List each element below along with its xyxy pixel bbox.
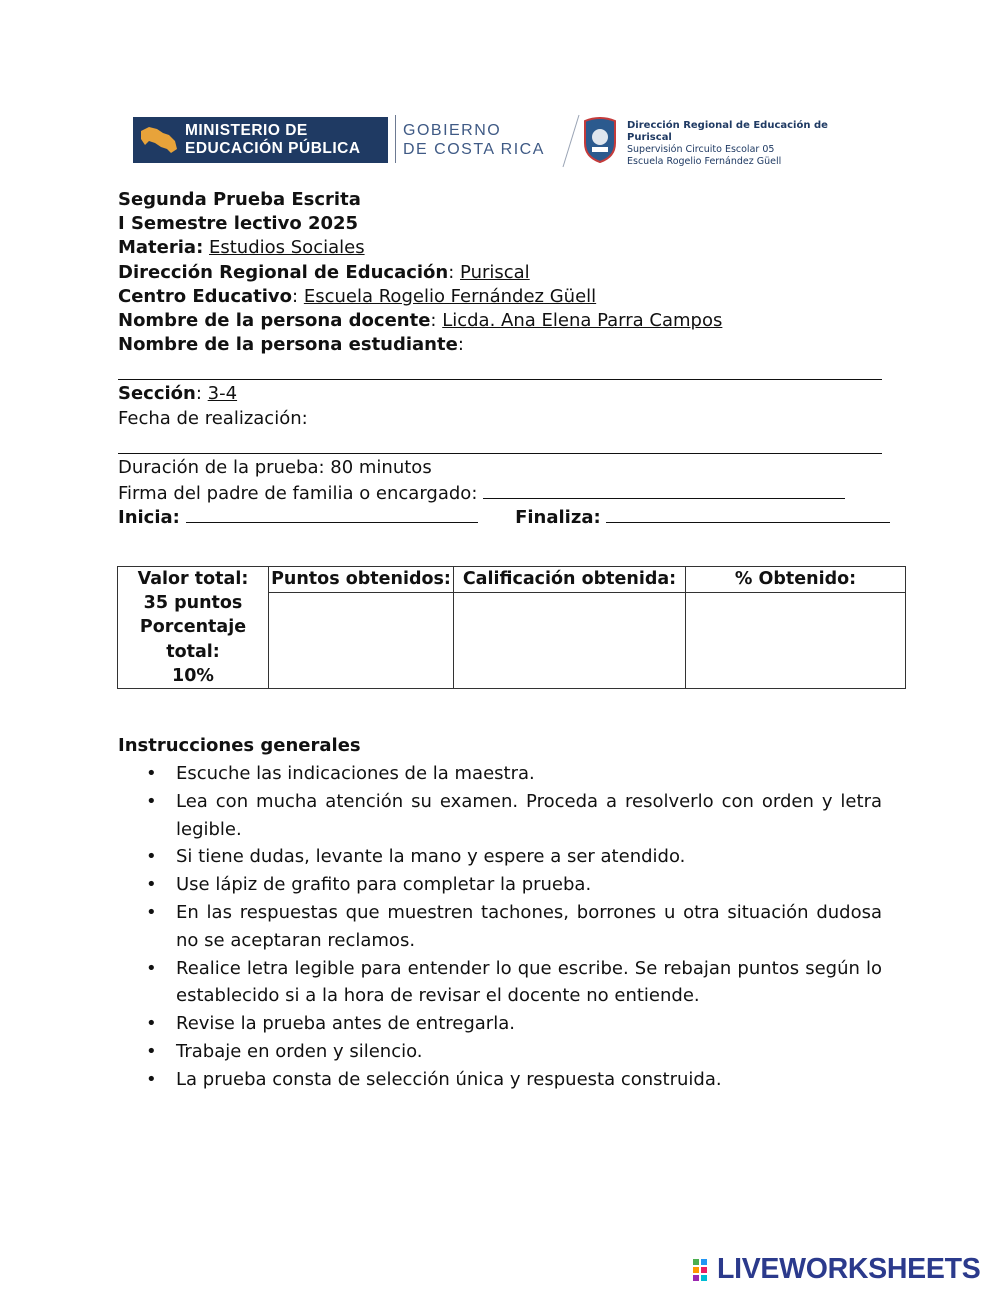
header-logos bbox=[133, 113, 873, 173]
grade-obtained-cell[interactable] bbox=[454, 592, 686, 688]
points-obtained-header: Puntos obtenidos: bbox=[269, 567, 454, 593]
bullet-icon: • bbox=[146, 1040, 157, 1062]
list-item bbox=[118, 1010, 882, 1038]
firma-row bbox=[118, 480, 883, 504]
slash-divider bbox=[561, 113, 581, 169]
bullet-icon: • bbox=[146, 846, 157, 868]
instructions-title: Instrucciones generales bbox=[118, 735, 361, 756]
school-shield-icon bbox=[583, 117, 617, 163]
centro-row: Centro Educativo: Escuela Rogelio Fernández Güell bbox=[118, 285, 597, 307]
list-item-text: En las respuestas que muestren tachones, borrones u otra situación dudosa no se aceptaran reclamos. bbox=[176, 901, 882, 951]
list-item bbox=[118, 1066, 882, 1094]
fecha-label: Fecha de realización: bbox=[118, 407, 308, 429]
liveworksheets-icon bbox=[693, 1259, 715, 1281]
docente-value: Licda. Ana Elena Parra Campos bbox=[442, 309, 723, 331]
total-percentage: 10% bbox=[172, 665, 214, 686]
list-item bbox=[118, 760, 882, 788]
grade-obtained-header: Calificación obtenida: bbox=[454, 567, 686, 593]
list-item-text: Revise la prueba antes de entregarla. bbox=[176, 1013, 515, 1035]
seccion-label: Sección bbox=[118, 383, 196, 405]
duracion: Duración de la prueba: 80 minutos bbox=[118, 456, 432, 478]
bullet-icon: • bbox=[146, 874, 157, 896]
exam-info bbox=[118, 188, 883, 528]
gob-line-2: DE COSTA RICA bbox=[403, 141, 545, 158]
materia-value: Estudios Sociales bbox=[209, 237, 365, 259]
estudiante-row: Nombre de la persona estudiante: bbox=[118, 334, 464, 356]
list-item bbox=[118, 955, 882, 1011]
dre-line-3: Escuela Rogelio Fernández Güell bbox=[627, 156, 782, 167]
dre-line-1: Dirección Regional de Educación de Puriscal bbox=[627, 120, 828, 143]
percent-obtained-cell[interactable] bbox=[686, 592, 906, 688]
total-percentage-label-2: total: bbox=[166, 641, 220, 662]
list-item-text: Lea con mucha atención su examen. Proceda a resolverlo con orden y letra legible. bbox=[176, 790, 882, 840]
liveworksheets-text: LIVEWORKSHEETS bbox=[717, 1253, 981, 1285]
dre-logo-text bbox=[627, 120, 873, 168]
list-item bbox=[118, 1038, 882, 1066]
start-time-line[interactable] bbox=[186, 504, 478, 523]
gobierno-logo-text bbox=[403, 121, 545, 159]
list-item-text: Use lápiz de grafito para completar la prueba. bbox=[176, 874, 592, 896]
dre-value: Puriscal bbox=[460, 261, 530, 283]
finaliza-label: Finaliza: bbox=[515, 507, 601, 529]
docente-row: Nombre de la persona docente: Licda. Ana Elena Parra Campos bbox=[118, 309, 723, 331]
total-value-cell bbox=[118, 567, 269, 689]
percent-obtained-header: % Obtenido: bbox=[686, 567, 906, 593]
bullet-icon: • bbox=[146, 1068, 157, 1090]
inicia-label: Inicia: bbox=[118, 507, 180, 529]
semester: I Semestre lectivo 2025 bbox=[118, 213, 359, 235]
list-item-text: Si tiene dudas, levante la mano y espere a ser atendido. bbox=[176, 846, 686, 868]
bullet-icon: • bbox=[146, 957, 157, 979]
list-item bbox=[118, 899, 882, 955]
mep-logo bbox=[133, 117, 388, 163]
firma-label: Firma del padre de familia o encargado: bbox=[118, 482, 478, 504]
end-time-line[interactable] bbox=[606, 504, 890, 523]
seccion-value: 3-4 bbox=[207, 383, 238, 405]
list-item-text: Trabaje en orden y silencio. bbox=[176, 1040, 423, 1062]
score-table bbox=[117, 566, 906, 689]
instructions-list bbox=[118, 760, 882, 1094]
list-item-text: Realice letra legible para entender lo que escribe. Se rebajan puntos según lo establecido si a la hora de revisar el docente no entiende. bbox=[176, 957, 882, 1007]
list-item bbox=[118, 843, 882, 871]
seccion-row: Sección: 3-4 bbox=[118, 383, 238, 405]
dre-label: Dirección Regional de Educación bbox=[118, 261, 449, 283]
mep-logo-text bbox=[185, 122, 361, 158]
dre-line-2: Supervisión Circuito Escolar 05 bbox=[627, 144, 775, 155]
dre-row: Dirección Regional de Educación: Puriscal bbox=[118, 261, 530, 283]
list-item bbox=[118, 788, 882, 844]
student-name-line[interactable] bbox=[118, 357, 882, 380]
date-line[interactable] bbox=[118, 431, 882, 454]
materia-row bbox=[118, 236, 883, 260]
bullet-icon: • bbox=[146, 901, 157, 923]
points-obtained-cell[interactable] bbox=[269, 592, 454, 688]
total-points: 35 puntos bbox=[143, 593, 243, 614]
logo-divider bbox=[395, 115, 396, 163]
exam-title: Segunda Prueba Escrita bbox=[118, 189, 361, 210]
estudiante-label: Nombre de la persona estudiante bbox=[118, 334, 458, 356]
bullet-icon: • bbox=[146, 790, 157, 812]
gob-line-1: GOBIERNO bbox=[403, 122, 502, 139]
signature-line[interactable] bbox=[483, 480, 845, 499]
costa-rica-map-icon bbox=[139, 123, 179, 157]
bullet-icon: • bbox=[146, 763, 157, 784]
liveworksheets-logo[interactable] bbox=[693, 1253, 991, 1285]
centro-label: Centro Educativo bbox=[118, 285, 293, 307]
total-percentage-label-1: Porcentaje bbox=[139, 617, 247, 638]
centro-value: Escuela Rogelio Fernández Güell bbox=[303, 285, 597, 307]
mep-line-1: MINISTERIO DE bbox=[185, 122, 308, 139]
docente-label: Nombre de la persona docente bbox=[118, 309, 431, 331]
list-item-text: La prueba consta de selección única y respuesta construida. bbox=[176, 1068, 722, 1090]
instructions bbox=[118, 734, 882, 1094]
bullet-icon: • bbox=[146, 1013, 157, 1035]
list-item-text: Escuche las indicaciones de la maestra. bbox=[176, 763, 535, 784]
mep-line-2: EDUCACIÓN PÚBLICA bbox=[185, 140, 361, 157]
list-item bbox=[118, 871, 882, 899]
total-value-label: Valor total: bbox=[137, 569, 249, 589]
materia-label: Materia: bbox=[118, 237, 204, 259]
time-row bbox=[118, 504, 883, 528]
